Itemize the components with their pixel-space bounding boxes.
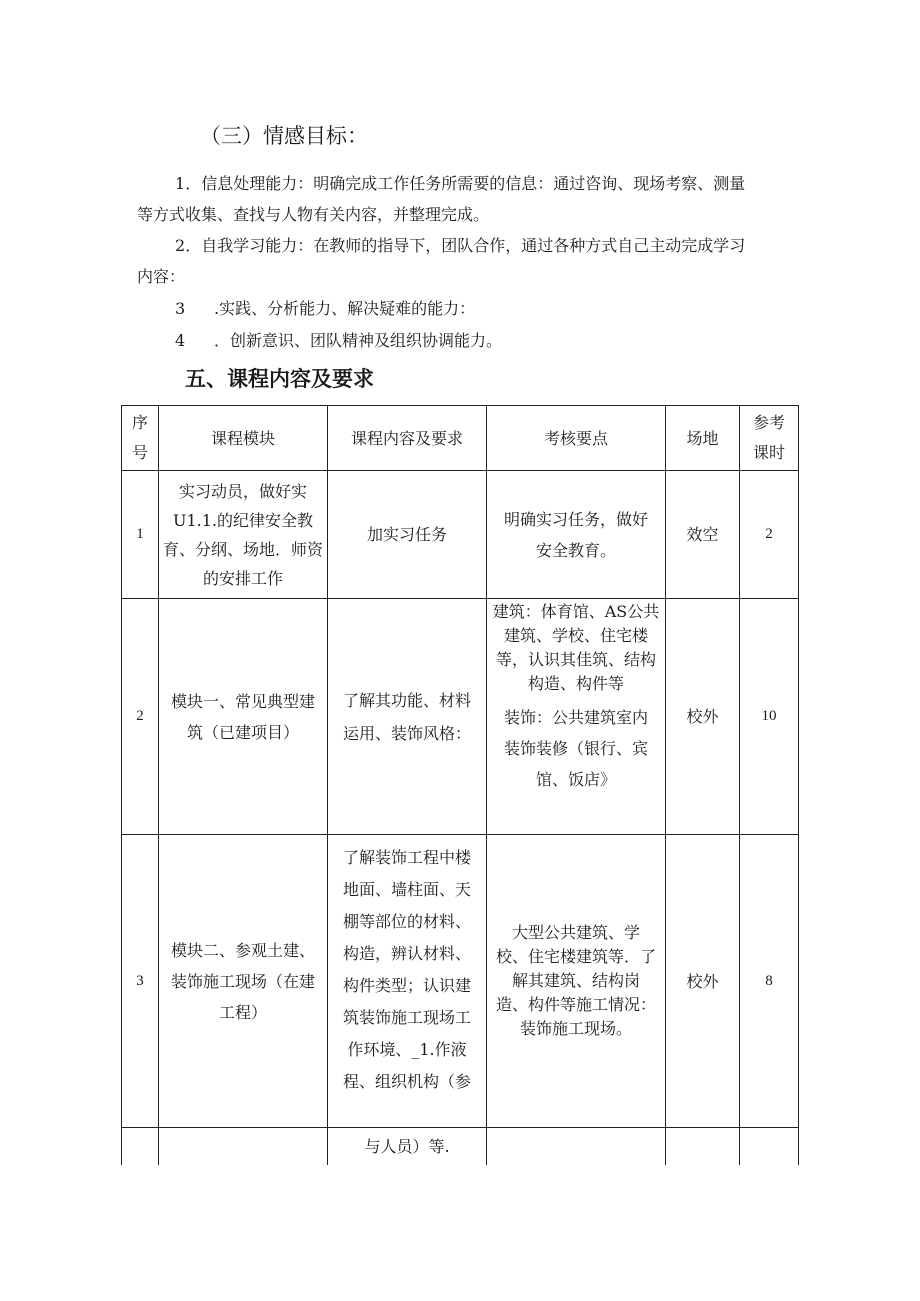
table-border — [798, 405, 799, 1165]
header-module: 课程模块 — [210, 428, 275, 448]
row3-assessment-line: 装饰施工现场。 — [519, 1019, 632, 1038]
row1-module-line: U1.1.的纪律安全教 — [172, 510, 313, 530]
header-assessment: 考核要点 — [543, 428, 608, 448]
row2-module-line: 筑（已建项目） — [186, 722, 299, 742]
row3-venue: 校外 — [686, 971, 719, 991]
row2-content — [328, 599, 486, 834]
row1-module — [159, 471, 327, 598]
row1-module-line: 实习动员，做好实 — [178, 481, 307, 501]
item-4-number: 4 — [175, 331, 186, 350]
row3-content-line: 了解装饰工程中楼 — [342, 848, 471, 867]
row3-assessment-line: 大型公共建筑、学 — [511, 923, 640, 942]
header-venue: 场地 — [686, 428, 719, 448]
row2-assessment-line: 等，认识其佳筑、结构 — [495, 650, 656, 669]
section-3-title: （三）情感目标： — [200, 124, 368, 148]
item-2-text: ．自我学习能力：在教师的指导下，团队合作，通过各种方式自己主动完成学习 — [185, 236, 746, 255]
item-1-number: 1 — [175, 174, 186, 193]
row3-seq: 3 — [136, 972, 144, 989]
row1-venue: 效空 — [686, 525, 719, 544]
row3-assessment-line: 解其建筑、结构岗 — [511, 971, 640, 990]
row3-assessment — [487, 835, 665, 1127]
item-1-line1 — [175, 168, 745, 199]
header-hours — [740, 406, 798, 470]
header-seq-line: 序 — [131, 413, 148, 432]
row2-assessment-line: 建筑、学校、住宅楼 — [503, 626, 648, 645]
row1-assessment — [487, 471, 665, 598]
row3-module-line: 工程） — [218, 1002, 267, 1022]
row1-module-line: 育、分纲、场地．师资 — [162, 539, 323, 559]
item-2-line1 — [175, 230, 745, 261]
row2-seq: 2 — [136, 708, 144, 724]
row3-assessment-line: 校、住宅楼建筑等．了 — [495, 947, 656, 966]
item-1-line2: 等方式收集、查找与人物有关内容，并整理完成。 — [137, 205, 490, 224]
row2-content-line: 运用、装饰风格： — [342, 723, 471, 743]
row3-content-line: 筑装饰施工现场工 — [342, 1008, 471, 1027]
row3-content-line: 地面、墙柱面、天 — [342, 880, 471, 899]
row3-content-line: 程、组织机构（参 — [342, 1072, 471, 1091]
item-2-number: 2 — [175, 236, 186, 255]
row3-content-line: 构造，辨认材料、 — [342, 944, 471, 963]
item-1-text: ．信息处理能力：明确完成工作任务所需要的信息：通过咨询、现场考察、测量 — [185, 174, 746, 193]
row3-assessment-line: 造、构件等施工情况： — [495, 995, 656, 1014]
row2-assessment2-line: 馆、饭店》 — [535, 770, 616, 789]
row2-assessment2-line: 装饰：公共建筑室内 — [503, 708, 648, 727]
row3-content-line: 作环境、_1.作液 — [347, 1040, 467, 1059]
row2-assessment-line: 构造、构件等 — [527, 674, 624, 693]
header-seq-line: 号 — [131, 443, 148, 462]
row1-hours: 2 — [765, 526, 773, 542]
row3-module — [159, 835, 327, 1127]
row3-module-line: 模块二、参观土建、 — [170, 940, 315, 960]
item-2-line2: 内容： — [137, 267, 186, 286]
row3-content-line: 棚等部位的材料、 — [342, 912, 471, 931]
row1-seq: 1 — [136, 526, 144, 542]
header-hours-line: 课时 — [752, 443, 785, 462]
header-seq — [122, 406, 158, 470]
item-4-text: ．创新意识、团队精神及组织协调能力。 — [214, 331, 503, 350]
row1-module-line: 的安排工作 — [202, 568, 283, 588]
row3-module-line: 装饰施工现场（在建 — [170, 971, 315, 991]
continuation-content: 与人员）等. — [364, 1137, 450, 1156]
row1-assessment-line: 安全教育。 — [535, 540, 616, 560]
row3-content — [328, 842, 486, 1098]
row2-assessment-line: 建筑：体育馆、AS公共 — [492, 602, 660, 621]
row2-assessment2-line: 装饰装修（银行、宾 — [503, 739, 648, 758]
header-hours-line: 参考 — [752, 413, 785, 432]
item-3-text: .实践、分析能力、解决疑难的能力： — [214, 299, 476, 318]
row1-content: 加实习任务 — [366, 525, 447, 544]
row2-hours: 10 — [761, 708, 777, 724]
row1-assessment-line: 明确实习任务，做好 — [503, 509, 648, 529]
row2-module — [159, 599, 327, 834]
row2-venue: 校外 — [686, 707, 719, 726]
row3-content-line: 构件类型；认识建 — [342, 976, 471, 995]
row3-hours: 8 — [765, 972, 773, 989]
row2-module-line: 模块一、常见典型建 — [170, 691, 315, 711]
header-content: 课程内容及要求 — [350, 428, 463, 448]
section-5-title: 五、课程内容及要求 — [185, 367, 374, 391]
row2-content-line: 了解其功能、材料 — [342, 690, 471, 710]
item-3-number: 3 — [175, 299, 186, 318]
row2-assessment — [487, 599, 665, 795]
